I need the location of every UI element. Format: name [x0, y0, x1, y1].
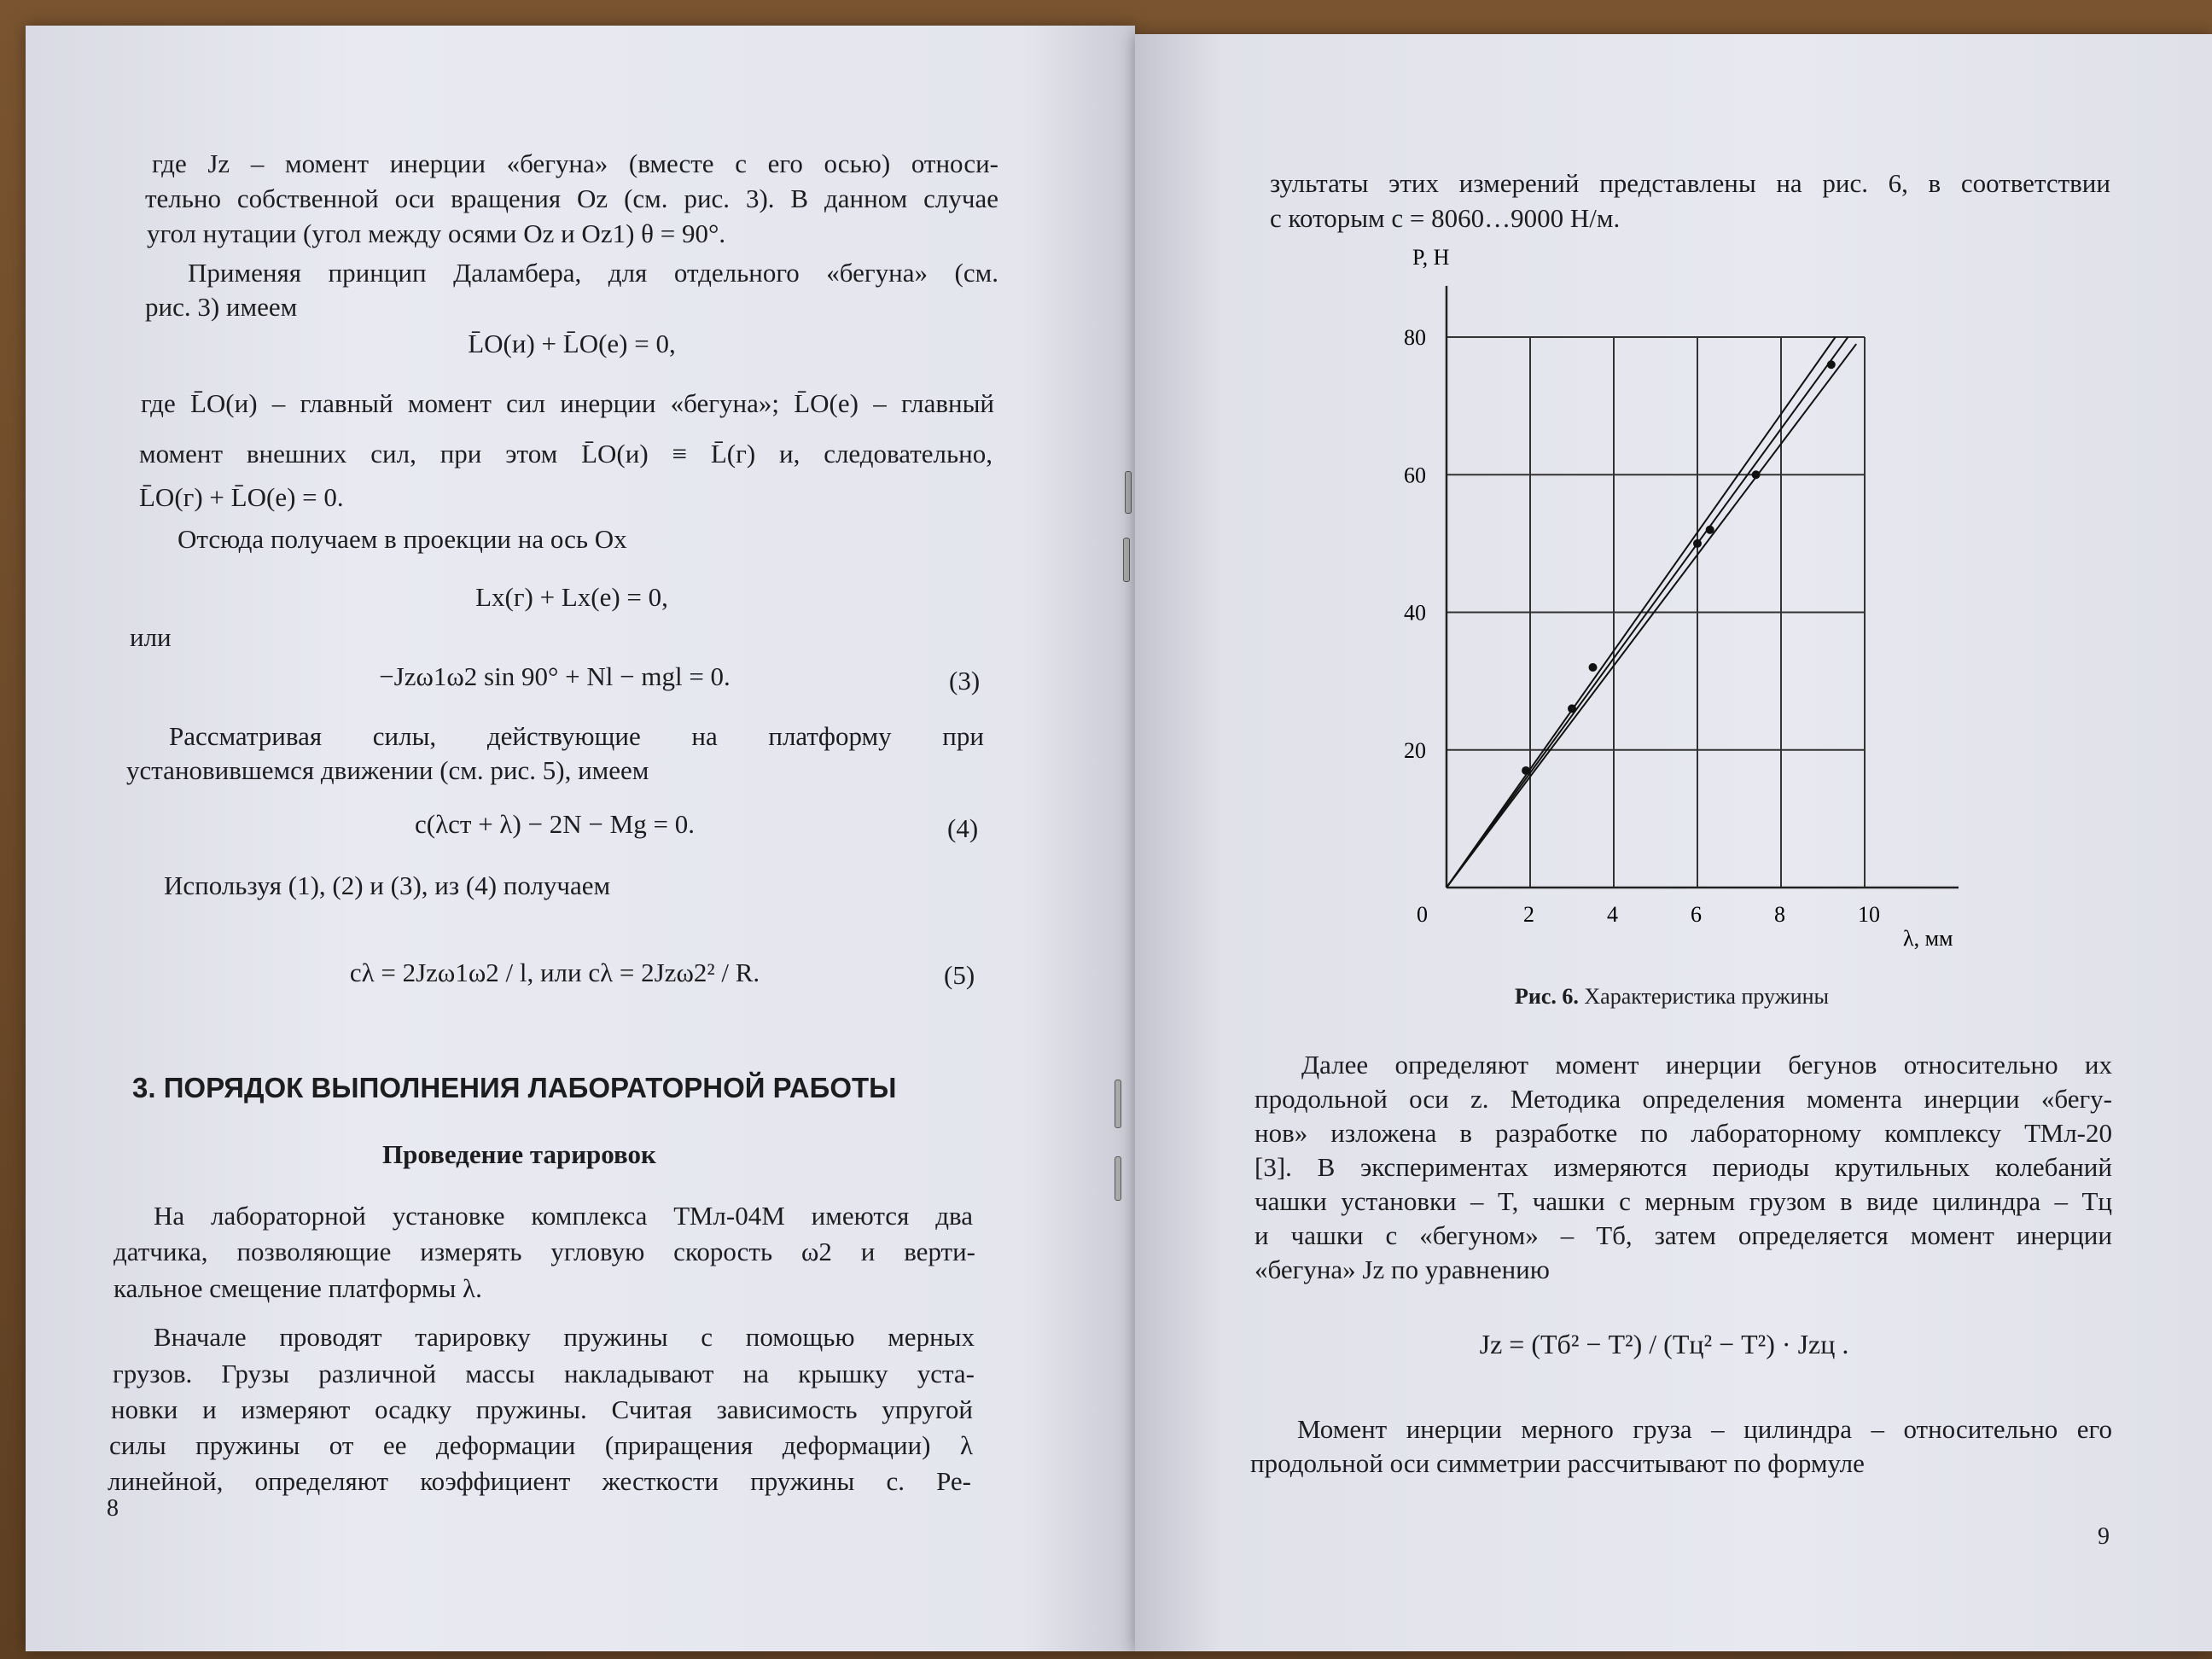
y-tick-label: 60: [1404, 463, 1426, 488]
equation-number: (4): [947, 813, 979, 843]
x-tick-label: 2: [1523, 902, 1534, 927]
text-line: угол нутации (угол между осями Oz и Oz1) θ = 90°.: [147, 218, 726, 248]
staple: [1125, 471, 1132, 514]
text-line: нов» изложена в разработке по лабораторному комплексу ТМл-20: [1254, 1118, 2112, 1148]
text-line: установившемся движении (см. рис. 5), имеем: [126, 755, 649, 785]
data-point: [1568, 704, 1576, 713]
staple: [1115, 1080, 1121, 1128]
x-tick-label: 10: [1858, 902, 1880, 927]
text-line: где L̄O(и) – главный момент сил инерции «бегуна»; L̄O(e) – главный: [141, 388, 994, 418]
y-tick-label: 20: [1404, 737, 1426, 763]
text-line: грузов. Грузы различной массы накладывают на крышку уста-: [113, 1359, 975, 1388]
equation: cλ = 2Jzω1ω2 / l, или cλ = 2Jzω2² / R.: [349, 958, 760, 987]
text-line: Момент инерции мерного груза – цилиндра – относительно его: [1297, 1414, 2112, 1444]
data-point: [1589, 663, 1598, 672]
figure-caption-text: Характеристика пружины: [1584, 984, 1829, 1009]
data-point: [1827, 360, 1836, 369]
text-line: где Jz – момент инерции «бегуна» (вместе с его осью) относи-: [152, 148, 998, 178]
text-line: Используя (1), (2) и (3), из (4) получаем: [164, 870, 611, 900]
text-line: новки и измеряют осадку пружины. Считая зависимость упругой: [111, 1394, 973, 1424]
equation: Lx(г) + Lx(e) = 0,: [475, 582, 668, 612]
x-tick-label: 4: [1607, 902, 1618, 927]
series-line: [1447, 344, 1856, 888]
text-line: и чашки с «бегуном» – Tб, затем определяется момент инерции: [1254, 1220, 2112, 1250]
text-line: датчика, позволяющие измерять угловую скорость ω2 и верти-: [114, 1237, 975, 1266]
section-heading: 3. ПОРЯДОК ВЫПОЛНЕНИЯ ЛАБОРАТОРНОЙ РАБОТЫ: [132, 1072, 897, 1103]
subheading: Проведение тарировок: [382, 1139, 656, 1169]
figure-caption-number: Рис. 6.: [1515, 984, 1579, 1009]
x-tick-label: 0: [1417, 902, 1428, 927]
figure-caption: [1515, 984, 1829, 1010]
text-line: продольной оси симметрии рассчитывают по формуле: [1250, 1448, 1865, 1478]
staple: [1115, 1156, 1121, 1201]
text-line: чашки установки – T, чашки с мерным грузом в виде цилиндра – Tц: [1254, 1186, 2112, 1216]
page-number: 9: [2098, 1523, 2110, 1550]
text-line: или: [130, 622, 172, 652]
text-line: На лабораторной установке комплекса ТМл-04М имеются два: [154, 1201, 973, 1231]
equation-number: (3): [949, 666, 981, 696]
text-line: Отсюда получаем в проекции на ось Ox: [178, 524, 627, 554]
text-line: Вначале проводят тарировку пружины с помощью мерных: [154, 1322, 975, 1352]
spring-characteristic-chart: [1365, 239, 2014, 973]
chart-points: [1522, 360, 1836, 775]
equation: c(λст + λ) − 2N − Mg = 0.: [415, 809, 695, 839]
data-point: [1522, 766, 1530, 775]
text-line: тельно собственной оси вращения Oz (см. рис. 3). В данном случае: [145, 183, 998, 213]
text-line: Далее определяют момент инерции бегунов относительно их: [1301, 1050, 2112, 1080]
text-line: линейной, определяют коэффициент жесткости пружины c. Ре-: [108, 1466, 971, 1496]
text-line: продольной оси z. Методика определения момента инерции «бегу-: [1254, 1084, 2112, 1114]
equation: Jz = (Tб² − T²) / (Tц² − T²) · Jzц .: [1479, 1329, 1849, 1359]
y-tick-label: 80: [1404, 325, 1426, 350]
equation: L̄O(и) + L̄O(e) = 0,: [468, 329, 676, 358]
equation: L̄O(г) + L̄O(e) = 0.: [139, 482, 344, 512]
equation: −Jzω1ω2 sin 90° + Nl − mgl = 0.: [379, 661, 731, 691]
data-point: [1693, 539, 1702, 548]
text-line: «бегуна» Jz по уравнению: [1254, 1254, 1550, 1284]
x-tick-label: 6: [1691, 902, 1702, 927]
text-line: Рассматривая силы, действующие на платформу при: [169, 721, 984, 751]
page-number: 8: [107, 1495, 119, 1522]
text-line: зультаты этих измерений представлены на рис. 6, в соответствии: [1270, 168, 2110, 198]
data-point: [1752, 470, 1761, 479]
text-line: кальное смещение платформы λ.: [114, 1273, 482, 1303]
x-axis-label: λ, мм: [1903, 926, 1953, 951]
staple: [1123, 538, 1130, 582]
text-line: Применяя принцип Даламбера, для отдельного «бегуна» (см.: [188, 258, 998, 288]
text-line: [3]. В экспериментах измеряются периоды крутильных колебаний: [1254, 1152, 2112, 1182]
chart-axes: [1447, 286, 1959, 888]
text-line: с которым c = 8060…9000 Н/м.: [1270, 203, 1621, 233]
y-axis-label: P, Н: [1412, 245, 1450, 270]
text-line: рис. 3) имеем: [145, 292, 298, 322]
text-line: момент внешних сил, при этом L̄O(и) ≡ L̄(г) и, следовательно,: [139, 439, 992, 469]
text-line: силы пружины от ее деформации (приращения деформации) λ: [109, 1430, 973, 1460]
data-point: [1706, 526, 1714, 534]
y-tick-label: 40: [1404, 600, 1426, 626]
equation-number: (5): [944, 960, 975, 990]
x-tick-label: 8: [1774, 902, 1785, 927]
chart-tick-labels: [1404, 325, 1880, 927]
